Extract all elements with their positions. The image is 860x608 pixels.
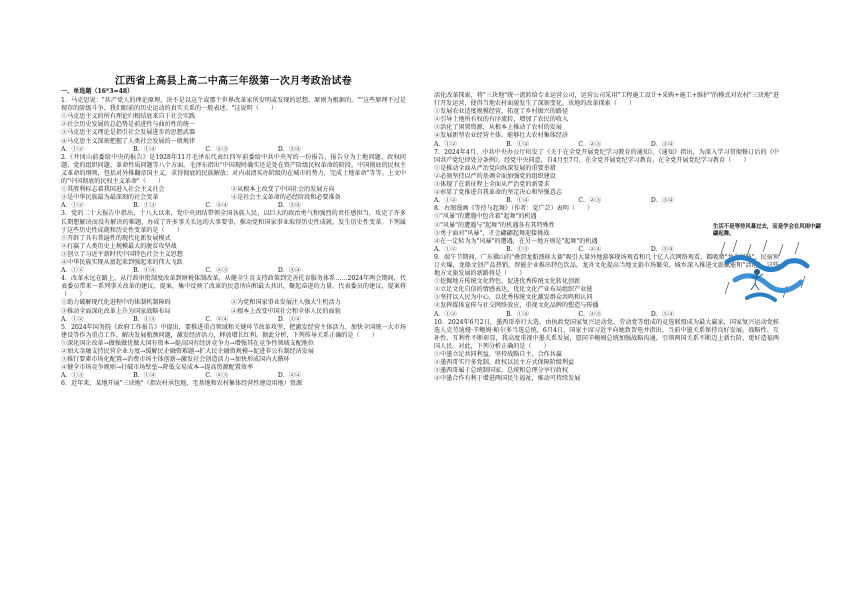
statement: ①其胜利标志着我国进入社会主义社会 (61, 186, 165, 194)
answer-choice: A．①② (434, 197, 457, 205)
question-text: 活化改革探索，将"三块地"统一流转给专业运营公司，运营公司采用"工程施工设计+采购+施工+维护"的模式对农村"三块地"进行开发运营，使得当地农村面貌发生了深刻变化。该地的改革探索（ ） (434, 92, 779, 108)
question-text: ②打赢了人类历史上规模最大的脱贫攻坚战 (61, 242, 177, 250)
statement: ④是社会主义革命的必经阶段和必要准备 (231, 194, 341, 202)
answer-choice: C．②③ (205, 267, 229, 275)
answer-choice: D．③④ (650, 310, 674, 318)
question-text: ④中华民族实现从富起来到强起来的伟大飞跃 (61, 258, 183, 266)
question-text: ④在一定转为为"风暴"的遭遇，在另一地方则是"起舞"的机遇 (434, 237, 598, 245)
question-text: ④马克思主义深刻把握了人类社会发展的一般规律 (61, 137, 196, 145)
answer-choice: B．①④ (133, 372, 156, 380)
question-text: ①开辟了具有普遍性的现代化新发展模式 (61, 234, 171, 242)
question-text: ③推行要素市场化配置→消费市场主体创新→激发社会创造活力→加快形成国内大循环 (61, 356, 290, 364)
answer-choice: C．②③ (578, 140, 602, 148)
answer-choice: D．③④ (277, 145, 301, 153)
statement-pair (61, 308, 406, 316)
answer-choice: B．①④ (133, 145, 156, 153)
question-text: 9．端午节期间，广东佛山的"叠滘龙船漂移大赛"吸引大量外地游客现场观看和几十亿人次网络观看，都吸睛"龙舟经济"，民宿预订火爆，龙船文创产品热销，智能企业推出特色饮品，龙舟文化提高当地文旅市场繁荣，城乡深入推进文旅赋能和"活化"，这些地方文旅发展的新路将是（ ） (434, 253, 779, 278)
answer-choice: A．①② (61, 315, 84, 323)
left-question-list (61, 97, 406, 388)
answer-choice: B．①④ (506, 310, 529, 318)
question-text: 5．2024年国务院《政府工作报告》中提出，要推进重点领域和关键环节改革攻坚，把激发经营主体活力、加快全国统一大市场建设等作为重点工作，解决发展瓶颈问题，激发经济活力，释放增长红利。据此分析，下列传导关系正确的是（ ） (61, 323, 406, 339)
statement-pair (61, 186, 406, 194)
question-text: ①深化国企改革→做强做优做大国有资本→提高国有经济竞争力→增强其在竞争性领域支配地位 (61, 339, 314, 347)
question-text: ③活化了闲置资源，从根本上推动了农村的发展 (434, 124, 562, 132)
answer-choice: C．②④ (205, 315, 229, 323)
answer-choice: A．①② (434, 310, 457, 318)
answer-choice: C．②③ (578, 310, 602, 318)
statement: ②为党和国家事业发展注入强大生机活力 (231, 299, 341, 307)
question-text: ②社会历史发展的总趋势是前进性与曲折性的统一 (61, 121, 196, 129)
answer-choices (434, 311, 674, 319)
left-column (61, 88, 406, 388)
answer-choice: B．①③ (133, 202, 156, 210)
answer-choice: A．①② (61, 145, 84, 153)
answer-choice: C．②③ (205, 145, 229, 153)
answer-choice: B．①③ (506, 245, 529, 253)
question-text: 7．2024年4月，中共中央办公厅印发了《关于在全党开展党纪学习教育的通知》。《通知》指出，为深入学习贯彻修订后的《中国共产党纪律处分条例》，经党中央同意，自4月至7月，在全党开展党纪学习教育。在全党开展党纪学习教育（ ） (434, 148, 779, 164)
answer-choice: B．①④ (133, 267, 156, 275)
question-text: ④发挥媒体宣传与社交网络效应，重视文化品牌的塑造与传播 (434, 302, 599, 310)
question-text: 4．改革永远在路上，从行政审批制度改革到财税体制改革，从健全生育支持政策到完善托育服务体系……2024年两会期间，代表委员带来一系列事关改革的建议、提案，集中反映了改革的民意所向和最大共识，聚起奋进的力量。代表委员的建议、提案将（ ） (61, 275, 406, 299)
answer-choice: D．③④ (277, 267, 301, 275)
answer-choice: A．①② (61, 202, 84, 210)
question-text: ④健全市场竞争规则→打破市场壁垒→降低交易成本→提高资源配置效率 (61, 364, 254, 372)
answer-choice: D．③④ (277, 202, 301, 210)
question-text: ②引导土地所有权的有序流转，增加了农民的收入 (434, 116, 569, 124)
answer-choice: C．②③ (205, 372, 229, 380)
section-heading: 一、单选题（16*3=48） (61, 88, 134, 95)
question-text: ②立足文化自信的情感表达，优化文化产业布局组织产业链 (434, 286, 593, 294)
question-text: 1．马克思说："共产党人的理论原理，决不是以这个或那个世界改革家所发明或发现的思想、原则为根据的。""这些原理不过是现存的阶级斗争、我们眼前的历史运动的真实关系的一般表述。"这说明（ ） (61, 97, 406, 113)
answer-choices (434, 246, 674, 254)
answer-choice: A．①② (434, 245, 457, 253)
answer-choice: B．①④ (506, 140, 529, 148)
cartoon-caption: 生活不是等待风暴过去，而是学会在风雨中翩翩起舞。 (713, 224, 821, 237)
question-text: 3．党的二十大报告中指出，十八大以来，党中央团结带领全国各族人民，以巨大的政治勇气和强烈的责任感担当，攻克了许多长期想解决而没有解决的难题，办成了许多事关长远的大事要事，推动党和国家事业取得历史性成就、发生历史性变革。下列属于这些历史性成就和历史性变革的是（ ） (61, 210, 406, 234)
question-text: ③坚持以人民为中心，以优秀传统文化激发群众共鸣和认同 (434, 294, 593, 302)
answer-choice: C．②④ (205, 202, 229, 210)
question-text: 10．2024年6月2日，墨西哥举行大选，由执政党国家复兴运动党、劳动党等组成的竞选联盟成为最大赢家，国家复兴运动党候选人克劳迪娅·辛鲍姆·帕尔多当选总统，6月4日，国家主席习近平向她致贺电并指出，当前中墨关系保持良好发展。战略性、互补性、互利性不断彰显，我高度重视中墨关系发展，愿同辛鲍姆总统加强战略沟通，引领两国关系不断迈上新台阶，更好造福两国人民。对此，下列分析正确的是（ ） (434, 318, 779, 350)
answer-choice: D．③④ (650, 245, 674, 253)
statement: ④根本上改变中国社会和全体人民的面貌 (231, 307, 341, 315)
statement: ②从根本上改变了中国社会的发展方向 (231, 186, 335, 194)
question-text: ②必须坚持以严的基调全面加强党的组织建设 (434, 172, 556, 180)
question-text: ②"风暴"的遭遇与"起舞"的机遇各有其特殊性 (434, 221, 555, 229)
question-text: ①发展农业适度规模经营，拓宽了乡村振兴的路径 (434, 108, 569, 116)
statement: ③是中华民族最为最深刻的社会变革 (61, 194, 159, 202)
answer-choice: D．③④ (650, 140, 674, 148)
question-text: ③体现了在新征程上全面从严治党的新要求 (434, 181, 550, 189)
answer-choice: D．③④ (277, 315, 301, 323)
question-text: ④彰显了党推进自我革命的坚定决心和坚强意志 (434, 189, 562, 197)
question-text: ①"风暴"的遭遇中包含着"起舞"的机遇 (434, 213, 537, 221)
question-text: ④发展新型农业经营主体，能够壮大农村集体经济 (434, 132, 569, 140)
statement: ③推动全面深化改革上升为国家战略布局 (61, 307, 171, 315)
answer-choice: B．①④ (506, 197, 529, 205)
answer-choice: D．②④ (277, 372, 301, 380)
answer-choices (61, 267, 301, 275)
answer-choice: D．③④ (650, 197, 674, 205)
answer-choice: B．①③ (133, 315, 156, 323)
question-text: ③创立了习近平新时代中国特色社会主义思想 (61, 250, 183, 258)
question-text: ③墨西哥属于总统制国家，总统和总理分享行政权 (434, 367, 569, 375)
question-text: ①马克思主义的所有理论归根结底来自于社会实践 (61, 113, 196, 121)
answer-choice: C．②③ (578, 197, 602, 205)
answer-choices (61, 146, 301, 154)
question-text: 6．近年来，某地开展"三块地"（指农村承包地、宅基地和农村集体经营性建设用地）资源 (61, 380, 303, 388)
question-text: ①挖掘地方传统文化特色，促进优秀传统文化转化创新 (434, 278, 581, 286)
exam-title: 江西省上高县上高二中高三年级第一次月考政治试卷 (115, 76, 352, 87)
answer-choices (434, 141, 674, 149)
question-text: ③勇于面对"风暴"，才会翩翩起舞迎接挑战 (434, 229, 550, 237)
answer-choice: C．②④ (578, 245, 602, 253)
question-text: ④中墨合作有利于增进两国民生福祉，推动可持续发展 (434, 375, 581, 383)
question-text: ②墨西哥实行多党制，政权以民主方式保障阶级利益 (434, 359, 575, 367)
question-text: ③马克思主义理论是指引社会发展进步的思想武器 (61, 129, 196, 137)
question-text: ②加大金融支持民营企业力度→缓解民企融资难题→扩大民企融资规模→促进非公有制经济发展 (61, 348, 314, 355)
answer-choices (61, 316, 301, 324)
answer-choice: A．①② (61, 267, 84, 275)
question-text: 8．右图漫画《等待与起舞》（作者：觉广芸）表明（ ） (434, 205, 594, 213)
statement-pair (61, 194, 406, 202)
statement-pair (61, 299, 406, 307)
question-text: ①是推动全面从严治党向纵深发展的重要举措 (434, 164, 556, 172)
question-text: ①中墨立足共同利益，坚持战略自主、合作共赢 (434, 351, 562, 358)
question-text: 2.《井冈山前委给中央的报告》是1928年11月毛泽东代表红四军前委给中共中央写的一份报告，报告分为土地问题、政权问题、党的组织问题、革命性质问题等八个方面。毛泽东指出"中国现时确实还是处在资产阶级民权革命的阶段。中国彻底的民权主义革命的纲领，包括对外推翻帝国主义，求得彻底的民族解放；对内肃清买办阶级的在城市的势力，完成土地革命"等等。上文中的"中国彻底的民权主义革命"（ ） (61, 153, 406, 186)
answer-choice: A．①③ (61, 372, 84, 380)
cartoon-illustration (717, 232, 815, 312)
statement: ①助力破解现代化进程中的体制机制障碍 (61, 299, 171, 307)
answer-choice: A．①② (434, 140, 457, 148)
